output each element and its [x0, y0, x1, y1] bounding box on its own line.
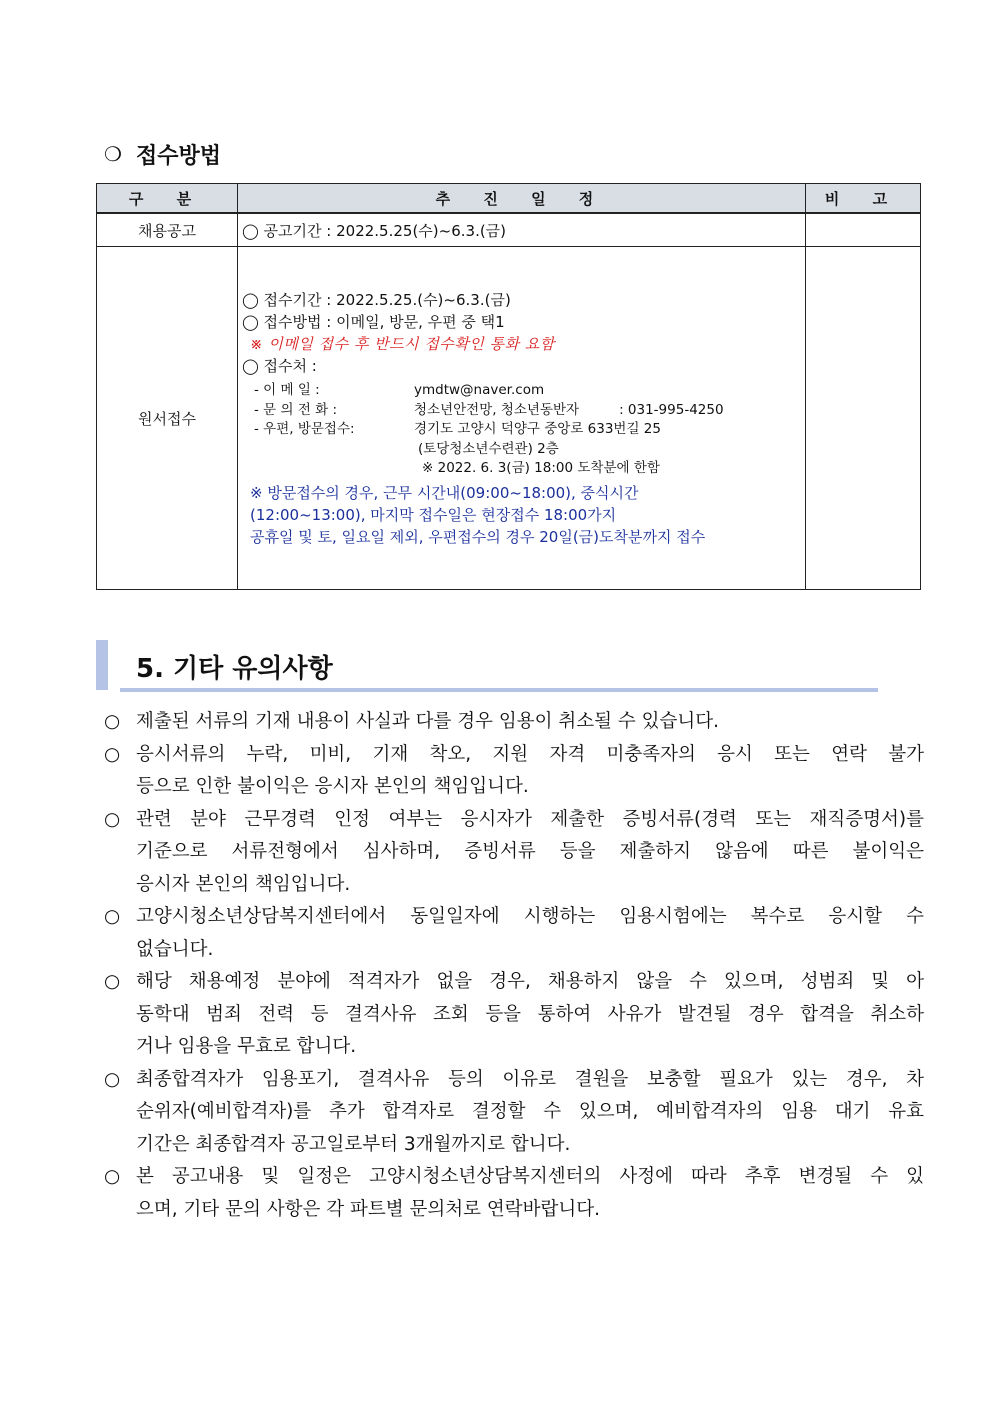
- list-item: [104, 1064, 924, 1162]
- row-remark: [806, 213, 921, 247]
- section-heading: [104, 138, 221, 170]
- notes-list: [104, 706, 924, 1226]
- row-schedule: [238, 247, 806, 590]
- email-label: - 이 메 일 :: [254, 382, 320, 398]
- visit-address: 경기도 고양시 덕양구 중앙로 633번길 25: [414, 421, 661, 437]
- section-5-title: 5. 기타 유의사항: [136, 654, 333, 684]
- note-line: 본 공고내용 및 일정은 고양시청소년상담복지센터의 사정에 따라 추후 변경될 수 있: [136, 1166, 924, 1187]
- section-bullet: ❍: [104, 142, 122, 166]
- note-line: 제출된 서류의 기재 내용이 사실과 다를 경우 임용이 취소될 수 있습니다.: [136, 711, 719, 732]
- visit-notice: [242, 479, 805, 548]
- heading-bar: [96, 640, 108, 690]
- phone-value: : 031-995-4250: [619, 401, 724, 418]
- circle-bullet-icon: ○: [104, 1166, 121, 1187]
- visit-notice-line: (12:00~13:00), 마지막 접수일은 현장접수 18:00가지: [250, 505, 617, 524]
- list-item: [104, 804, 924, 902]
- table-row: [97, 213, 921, 247]
- note-line: 순위자(예비합격자)를 추가 합격자로 결정할 수 있으며, 예비합격자의 임용 대기 유효: [136, 1101, 924, 1122]
- circle-bullet-icon: ○: [104, 808, 121, 830]
- circle-bullet-icon: ○: [104, 711, 121, 732]
- email-value: ymdtw@naver.com: [414, 382, 545, 398]
- list-item: [104, 966, 924, 1064]
- note-text: [136, 706, 924, 739]
- header-category: 구 분: [97, 184, 238, 214]
- application-method: ◯ 접수방법 : 이메일, 방문, 우편 중 택1: [242, 313, 505, 331]
- section-title: 접수방법: [135, 143, 221, 169]
- note-line: 최종합격자가 임용포기, 결격사유 등의 이유로 결원을 보충할 필요가 있는 경우, 차: [136, 1068, 924, 1090]
- note-line: 동학대 범죄 전력 등 결격사유 조회 등을 통하여 사유가 발견될 경우 합격을 취소하: [136, 1003, 924, 1025]
- row-schedule: [238, 213, 806, 247]
- note-text: [136, 804, 924, 902]
- list-item: [104, 706, 924, 739]
- contact-visit-row: [242, 420, 805, 440]
- circle-bullet-icon: ○: [104, 743, 121, 765]
- circle-bullet-icon: ○: [104, 1068, 121, 1090]
- row-category: 원서접수: [97, 247, 238, 590]
- note-line: 없습니다.: [136, 938, 214, 960]
- note-line: 등으로 인한 불이익은 응시자 본인의 책임입니다.: [136, 776, 529, 797]
- note-line: 해당 채용예정 분야에 적격자가 없을 경우, 채용하지 않을 수 있으며, 성범죄 및 아: [136, 971, 924, 992]
- phone-org: 청소년안전망, 청소년동반자: [414, 401, 580, 418]
- application-place: ◯ 접수처 :: [242, 357, 317, 375]
- note-text: [136, 1064, 924, 1162]
- visit-notice-line: ※ 방문접수의 경우, 근무 시간내(09:00~18:00), 중식시간: [250, 483, 639, 502]
- phone-label: - 문 의 전 화 :: [254, 401, 338, 418]
- note-text: [136, 1161, 924, 1226]
- row-remark: [806, 247, 921, 590]
- note-line: 고양시청소년상담복지센터에서 동일일자에 시행하는 임용시험에는 복수로 응시할 수: [136, 906, 924, 927]
- row-category: 채용공고: [97, 213, 238, 247]
- note-line: 으며, 기타 문의 사항은 각 파트별 문의처로 연락바랍니다.: [136, 1198, 600, 1220]
- schedule-table: [96, 183, 921, 590]
- header-schedule: 추 진 일 정: [238, 184, 806, 214]
- note-line: 응시자 본인의 책임입니다.: [136, 873, 351, 895]
- visit-notice-line: 공휴일 및 토, 일요일 제외, 우편접수의 경우 20일(금)도착분까지 접수: [250, 527, 706, 546]
- note-line: 응시서류의 누락, 미비, 기재 착오, 지원 자격 미충족자의 응시 또는 연락 불가: [136, 743, 924, 765]
- visit-address-2: (토당청소년수련관) 2층: [418, 440, 559, 457]
- heading-underline: [120, 688, 878, 692]
- visit-note: ※ 2022. 6. 3(금) 18:00 도착분에 한함: [422, 460, 660, 476]
- list-item: [104, 1161, 924, 1226]
- header-remark: 비 고: [806, 184, 921, 214]
- contact-info: [242, 377, 805, 479]
- visit-label: - 우편, 방문접수:: [254, 421, 355, 437]
- circle-bullet-icon: ○: [104, 906, 121, 927]
- note-line: 기간은 최종합격자 공고일로부터 3개월까지로 합니다.: [136, 1133, 571, 1155]
- email-warning: ※ 이메일 접수 후 반드시 접수확인 통화 요함: [250, 335, 555, 353]
- application-period: ◯ 접수기간 : 2022.5.25.(수)~6.3.(금): [242, 291, 511, 309]
- contact-email-row: [242, 381, 805, 401]
- note-text: [136, 901, 924, 966]
- contact-phone-row: [242, 401, 805, 421]
- posting-period: ◯ 공고기간 : 2022.5.25(수)~6.3.(금): [242, 221, 507, 240]
- table-header-row: [97, 184, 921, 214]
- note-text: [136, 739, 924, 804]
- note-line: 거나 임용을 무효로 합니다.: [136, 1036, 357, 1057]
- list-item: [104, 739, 924, 804]
- note-line: 기준으로 서류전형에서 심사하며, 증빙서류 등을 제출하지 않음에 따른 불이익은: [136, 841, 924, 862]
- table-row: [97, 247, 921, 590]
- note-text: [136, 966, 924, 1064]
- section-5-heading: [96, 640, 878, 694]
- circle-bullet-icon: ○: [104, 971, 121, 992]
- list-item: [104, 901, 924, 966]
- note-line: 관련 분야 근무경력 인정 여부는 응시자가 제출한 증빙서류(경력 또는 재직증명서)를: [136, 808, 924, 830]
